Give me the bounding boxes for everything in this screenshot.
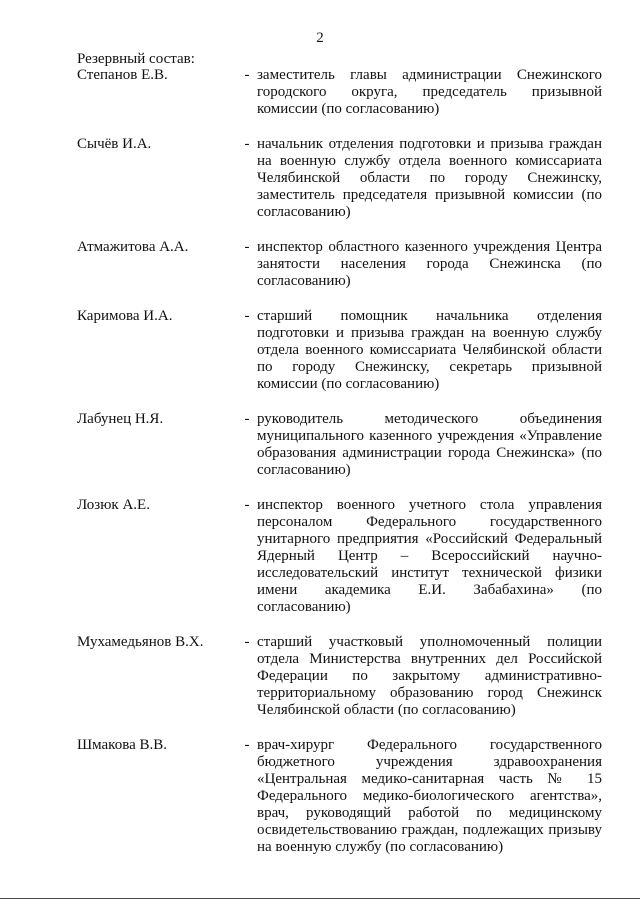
member-entry <box>77 634 602 719</box>
member-name: Шмакова В.В. <box>77 737 168 753</box>
separator-dash: - <box>244 411 250 427</box>
member-name: Сычёв И.А. <box>77 136 152 152</box>
separator-dash: - <box>244 308 250 324</box>
member-description: старший участковый уполномоченный полиции отдела Министерства внутренних дел Российской Федерации по закрытому административно-территориальному образованию город Снежинск Челябинской области (по согласованию) <box>257 634 602 718</box>
member-entry <box>77 136 602 221</box>
member-description: руководитель методического объединения муниципального казенного учреждения «Управление образования администрации города Снежинска» (по согласованию) <box>257 411 602 478</box>
separator-dash: - <box>244 737 250 753</box>
member-name: Мухамедьянов В.Х. <box>77 634 204 650</box>
member-entry <box>77 411 602 479</box>
section-heading: Резервный состав: <box>77 51 195 67</box>
member-description: инспектор военного учетного стола управления персоналом Федерального государственного унитарного предприятия «Российский Федеральный Ядерный Центр – Всероссийский научно-исследовательский институт технической физики имени академика Е.И. Забабахина» (по согласованию) <box>257 497 602 615</box>
separator-dash: - <box>244 497 250 513</box>
separator-dash: - <box>244 136 250 152</box>
member-entry <box>77 737 602 856</box>
member-name: Атмажитова А.А. <box>77 239 189 255</box>
separator-dash: - <box>244 67 250 83</box>
member-name: Степанов Е.В. <box>77 67 168 83</box>
member-description: заместитель главы администрации Снежинского городского округа, председатель призывной комиссии (по согласованию) <box>257 67 602 117</box>
member-name: Лозюк А.Е. <box>77 497 150 513</box>
member-name: Лабунец Н.Я. <box>77 411 164 427</box>
page-number: 2 <box>316 30 324 46</box>
separator-dash: - <box>244 239 250 255</box>
member-entry <box>77 67 602 118</box>
member-entry <box>77 308 602 393</box>
member-description: инспектор областного казенного учреждения Центра занятости населения города Снежинска (по согласованию) <box>257 239 602 289</box>
member-description: врач-хирург Федерального государственного бюджетного учреждения здравоохранения «Центральная медико-санитарная часть № 15 Федерального медико-биологического агентства», врач, руководящий работой по медицинскому освидетельствованию граждан, подлежащих призыву на военную службу (по согласованию) <box>257 737 602 855</box>
separator-dash: - <box>244 634 250 650</box>
member-list <box>77 67 602 874</box>
bottom-divider <box>0 898 640 899</box>
member-name: Каримова И.А. <box>77 308 173 324</box>
member-description: начальник отделения подготовки и призыва граждан на военную службу отдела военного комиссариата Челябинской области по городу Снежинску, заместитель председателя призывной комиссии (по согласованию) <box>257 136 602 220</box>
member-description: старший помощник начальника отделения подготовки и призыва граждан на военную службу отдела военного комиссариата Челябинской области по городу Снежинску, секретарь призывной комиссии (по согласованию) <box>257 308 602 392</box>
member-entry <box>77 497 602 616</box>
member-entry <box>77 239 602 290</box>
